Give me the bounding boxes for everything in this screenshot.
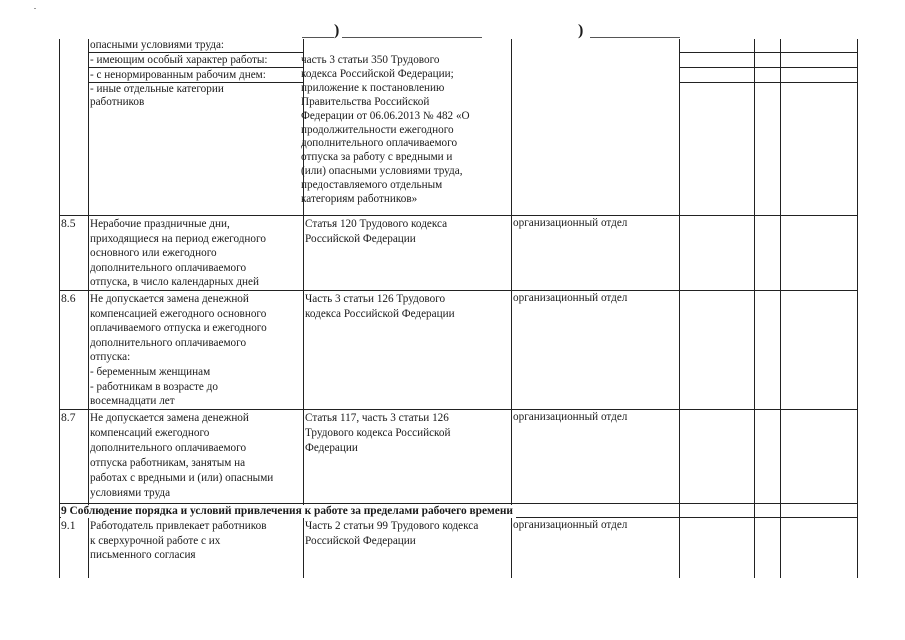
row-line-86 [59,290,857,291]
row-87-law-line: Федерации [305,442,358,454]
row-85-law-line: Статья 120 Трудового кодекса [305,218,448,230]
col-line-4 [679,39,680,578]
row-86-law-line: кодекса Российской Федерации [305,307,455,320]
row-87-line: компенсаций ежегодного [90,427,210,439]
cont-col3-line: (или) опасными условиями труда, [301,165,463,178]
row-91-line: к сверхурочной работе с их [90,534,221,547]
row-85-line: отпуска, в число календарных дней [90,276,259,288]
row-87-line: отпуска работникам, занятым на [90,457,246,469]
row-85-responsible: организационный отдел [513,217,628,229]
row-85-line: Нерабочие праздничные дни, [90,218,230,230]
row-86-col3 [305,292,455,321]
row-87-line: условиями труда [90,487,171,499]
cont-col3-line: продолжительности ежегодного [301,123,454,136]
scan-speck [34,8,36,9]
col-line-0 [59,39,60,578]
cont-col3-line: приложение к постановлению [301,81,445,94]
row-87-col3 [305,411,450,456]
row-86-line: компенсацией ежегодного основного [90,307,267,320]
row-85-line: основного или ежегодного [90,247,217,259]
row-85-line: приходящиеся на период ежегодного [90,232,266,245]
cont-col3 [301,54,470,207]
row-85-col3 [305,217,447,246]
col-line-5 [754,39,755,578]
row-87-line: работах с вредными и (или) опасными [90,472,274,484]
row-91-responsible: организационный отдел [513,519,628,531]
cont-col2-line: - имеющим особый характер работы: [90,54,268,66]
row-87-law-line: Трудового кодекса Российской [305,427,451,439]
cont-col2-line: работников [90,96,145,109]
row-86-col2 [90,292,267,409]
row-91-col2 [90,519,266,563]
cont-col2-line: опасными условиями труда: [90,39,225,51]
top-left-paren: ) [334,22,340,39]
row-86-line: - беременным женщинам [90,365,211,378]
cont-col2-line: - иные отдельные категории [90,83,224,95]
row-87-col2 [90,411,273,501]
row-line-85 [59,215,857,216]
row-91-law-line: Часть 2 статьи 99 Трудового кодекса [305,520,479,532]
row-87-line: дополнительного оплачиваемого [90,442,247,454]
row-87-line: Не допускается замена денежной [90,412,249,424]
cont-col3-line: часть 3 статьи 350 Трудового [301,54,440,66]
cont-col3-line: дополнительного оплачиваемого [301,137,458,150]
cont-col3-line: Федерации от 06.06.2013 № 482 «О [301,109,470,122]
row-87-law-line: Статья 117, часть 3 статьи 126 [305,412,449,424]
row-number: 8.6 [61,292,76,305]
row-86-line: Не допускается замена денежной [90,293,249,305]
cont-col3-line: отпуска за работу с вредными и [301,151,453,164]
row-86-line: дополнительного оплачиваемого [90,336,247,349]
top-dash-middle [342,37,482,38]
row-86-line: - работникам в возрасте до [90,380,218,393]
top-right-paren: ) [578,22,584,39]
cont-col3-line: категориям работников» [301,193,418,206]
row-86-line: оплачиваемого отпуска и ежегодного [90,322,267,335]
row-number: 8.7 [61,411,76,424]
cont-col3-line: предоставляемого отдельным [301,179,443,192]
row-86-responsible: организационный отдел [513,292,628,304]
cont-col3-line: Правительства Российской [301,95,430,108]
row-91-line: письменного согласия [90,549,196,562]
row-85-col2 [90,217,266,290]
col-line-6 [780,39,781,578]
row-86-line: восемнадцати лет [90,395,175,408]
right-sub-line-2 [679,67,857,68]
row-91-law-line: Российской Федерации [305,534,416,547]
cont-col2 [90,38,268,110]
row-85-law-line: Российской Федерации [305,232,416,245]
col-line-3 [511,39,512,578]
cont-col2-line: - с ненормированным рабочим днем: [90,69,266,81]
row-87-responsible: организационный отдел [513,411,628,423]
row-86-law-line: Часть 3 статьи 126 Трудового [305,293,446,305]
row-number: 8.5 [61,217,76,230]
row-91-col3 [305,519,478,548]
col-line-1 [88,39,89,578]
right-sub-line-1 [679,52,857,53]
row-line-sec9 [59,503,857,504]
col-line-7 [857,39,858,578]
top-dash-left [302,37,334,38]
row-number: 9.1 [61,519,76,532]
top-dash-right [590,37,680,38]
row-91-line: Работодатель привлекает работников [90,520,267,532]
section-9-heading: 9 Соблюдение порядка и условий привлечения к работе за пределами рабочего времени [61,505,516,518]
row-86-line: отпуска: [90,351,131,364]
cont-col3-line: кодекса Российской Федерации; [301,67,454,80]
right-sub-line-3 [679,82,857,83]
row-line-87 [59,409,857,410]
row-85-line: дополнительного оплачиваемого [90,261,247,274]
